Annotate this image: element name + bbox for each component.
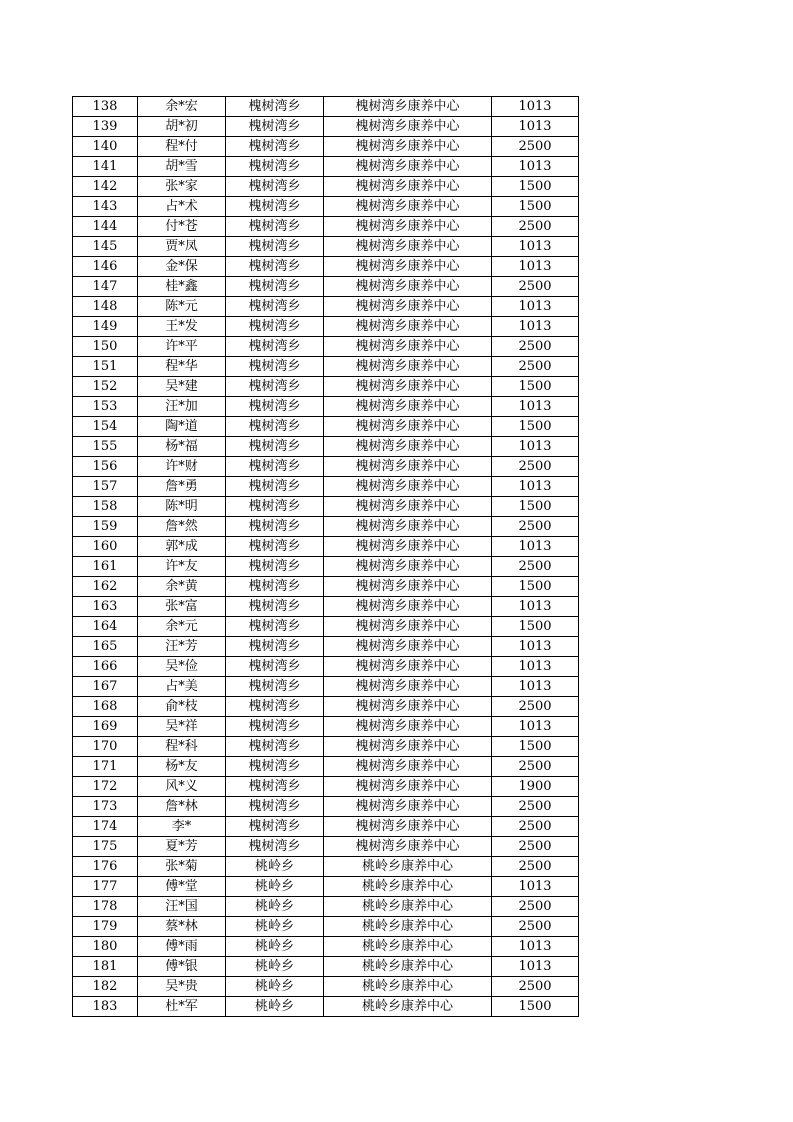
care-center-cell: 槐树湾乡康养中心 [324,657,492,677]
care-center-cell: 槐树湾乡康养中心 [324,317,492,337]
township-cell: 桃岭乡 [226,937,324,957]
amount-cell: 2500 [492,517,579,537]
name-cell: 金*保 [138,257,226,277]
amount-cell: 2500 [492,757,579,777]
amount-cell: 1500 [492,737,579,757]
table-row [73,437,579,457]
name-cell: 夏*芳 [138,837,226,857]
name-cell: 程*付 [138,137,226,157]
name-cell: 占*美 [138,677,226,697]
amount-cell: 1013 [492,717,579,737]
name-cell: 郭*成 [138,537,226,557]
amount-cell: 2500 [492,217,579,237]
township-cell: 槐树湾乡 [226,277,324,297]
table-row [73,557,579,577]
row-number-cell: 138 [73,97,138,117]
township-cell: 槐树湾乡 [226,217,324,237]
data-table [72,96,579,1017]
care-center-cell: 槐树湾乡康养中心 [324,517,492,537]
amount-cell: 1013 [492,477,579,497]
amount-cell: 2500 [492,357,579,377]
amount-cell: 2500 [492,557,579,577]
row-number-cell: 180 [73,937,138,957]
table-row [73,977,579,997]
row-number-cell: 177 [73,877,138,897]
care-center-cell: 槐树湾乡康养中心 [324,557,492,577]
amount-cell: 1013 [492,937,579,957]
care-center-cell: 槐树湾乡康养中心 [324,617,492,637]
name-cell: 余*宏 [138,97,226,117]
table-row [73,797,579,817]
name-cell: 陈*明 [138,497,226,517]
row-number-cell: 174 [73,817,138,837]
table-row [73,677,579,697]
name-cell: 詹*然 [138,517,226,537]
township-cell: 槐树湾乡 [226,757,324,777]
amount-cell: 1013 [492,437,579,457]
care-center-cell: 槐树湾乡康养中心 [324,237,492,257]
row-number-cell: 178 [73,897,138,917]
township-cell: 桃岭乡 [226,977,324,997]
table-row [73,397,579,417]
care-center-cell: 槐树湾乡康养中心 [324,737,492,757]
table-row [73,137,579,157]
table-row [73,617,579,637]
amount-cell: 1013 [492,877,579,897]
care-center-cell: 桃岭乡康养中心 [324,937,492,957]
table-row [73,737,579,757]
care-center-cell: 槐树湾乡康养中心 [324,197,492,217]
amount-cell: 1013 [492,597,579,617]
care-center-cell: 槐树湾乡康养中心 [324,677,492,697]
name-cell: 陶*道 [138,417,226,437]
table-row [73,237,579,257]
township-cell: 槐树湾乡 [226,497,324,517]
row-number-cell: 173 [73,797,138,817]
township-cell: 桃岭乡 [226,857,324,877]
row-number-cell: 162 [73,577,138,597]
township-cell: 槐树湾乡 [226,637,324,657]
care-center-cell: 槐树湾乡康养中心 [324,457,492,477]
table-row [73,197,579,217]
table-row [73,777,579,797]
care-center-cell: 槐树湾乡康养中心 [324,537,492,557]
amount-cell: 1500 [492,197,579,217]
table-row [73,577,579,597]
row-number-cell: 160 [73,537,138,557]
care-center-cell: 槐树湾乡康养中心 [324,397,492,417]
care-center-cell: 槐树湾乡康养中心 [324,97,492,117]
amount-cell: 2500 [492,697,579,717]
township-cell: 槐树湾乡 [226,817,324,837]
name-cell: 俞*枝 [138,697,226,717]
care-center-cell: 槐树湾乡康养中心 [324,477,492,497]
table-row [73,957,579,977]
care-center-cell: 桃岭乡康养中心 [324,897,492,917]
amount-cell: 1013 [492,117,579,137]
table-row [73,377,579,397]
table-row [73,817,579,837]
table-row [73,317,579,337]
name-cell: 吴*祥 [138,717,226,737]
amount-cell: 2500 [492,917,579,937]
row-number-cell: 155 [73,437,138,457]
table-row [73,757,579,777]
township-cell: 槐树湾乡 [226,337,324,357]
township-cell: 槐树湾乡 [226,137,324,157]
name-cell: 张*富 [138,597,226,617]
amount-cell: 2500 [492,797,579,817]
name-cell: 贾*凤 [138,237,226,257]
row-number-cell: 142 [73,177,138,197]
township-cell: 槐树湾乡 [226,377,324,397]
amount-cell: 1013 [492,657,579,677]
care-center-cell: 槐树湾乡康养中心 [324,777,492,797]
name-cell: 王*发 [138,317,226,337]
care-center-cell: 槐树湾乡康养中心 [324,577,492,597]
amount-cell: 1013 [492,157,579,177]
township-cell: 槐树湾乡 [226,657,324,677]
township-cell: 槐树湾乡 [226,577,324,597]
row-number-cell: 148 [73,297,138,317]
care-center-cell: 槐树湾乡康养中心 [324,157,492,177]
row-number-cell: 156 [73,457,138,477]
amount-cell: 1013 [492,957,579,977]
township-cell: 槐树湾乡 [226,177,324,197]
township-cell: 槐树湾乡 [226,477,324,497]
amount-cell: 1500 [492,497,579,517]
care-center-cell: 槐树湾乡康养中心 [324,357,492,377]
care-center-cell: 槐树湾乡康养中心 [324,217,492,237]
table-row [73,277,579,297]
table-row [73,597,579,617]
care-center-cell: 桃岭乡康养中心 [324,917,492,937]
amount-cell: 1500 [492,417,579,437]
name-cell: 吴*俭 [138,657,226,677]
care-center-cell: 槐树湾乡康养中心 [324,497,492,517]
township-cell: 槐树湾乡 [226,397,324,417]
row-number-cell: 146 [73,257,138,277]
name-cell: 傅*堂 [138,877,226,897]
table-row [73,637,579,657]
care-center-cell: 槐树湾乡康养中心 [324,637,492,657]
care-center-cell: 桃岭乡康养中心 [324,857,492,877]
township-cell: 槐树湾乡 [226,417,324,437]
township-cell: 槐树湾乡 [226,617,324,637]
name-cell: 余*元 [138,617,226,637]
table-row [73,297,579,317]
table-row [73,357,579,377]
table-row [73,257,579,277]
amount-cell: 1013 [492,317,579,337]
table-row [73,857,579,877]
amount-cell: 1500 [492,377,579,397]
table-row [73,337,579,357]
care-center-cell: 槐树湾乡康养中心 [324,797,492,817]
amount-cell: 1013 [492,297,579,317]
name-cell: 胡*雪 [138,157,226,177]
row-number-cell: 157 [73,477,138,497]
name-cell: 汪*国 [138,897,226,917]
care-center-cell: 桃岭乡康养中心 [324,877,492,897]
name-cell: 占*术 [138,197,226,217]
township-cell: 槐树湾乡 [226,157,324,177]
row-number-cell: 145 [73,237,138,257]
row-number-cell: 183 [73,997,138,1017]
table-row [73,417,579,437]
name-cell: 杨*福 [138,437,226,457]
table-row [73,177,579,197]
amount-cell: 1500 [492,617,579,637]
name-cell: 杜*军 [138,997,226,1017]
row-number-cell: 165 [73,637,138,657]
row-number-cell: 150 [73,337,138,357]
amount-cell: 2500 [492,277,579,297]
township-cell: 槐树湾乡 [226,777,324,797]
row-number-cell: 172 [73,777,138,797]
row-number-cell: 168 [73,697,138,717]
township-cell: 槐树湾乡 [226,677,324,697]
amount-cell: 1013 [492,237,579,257]
township-cell: 桃岭乡 [226,877,324,897]
amount-cell: 1013 [492,637,579,657]
table-row [73,657,579,677]
care-center-cell: 槐树湾乡康养中心 [324,257,492,277]
row-number-cell: 153 [73,397,138,417]
amount-cell: 1013 [492,97,579,117]
care-center-cell: 桃岭乡康养中心 [324,957,492,977]
amount-cell: 2500 [492,137,579,157]
row-number-cell: 176 [73,857,138,877]
township-cell: 槐树湾乡 [226,297,324,317]
name-cell: 程*华 [138,357,226,377]
township-cell: 槐树湾乡 [226,257,324,277]
amount-cell: 1900 [492,777,579,797]
care-center-cell: 槐树湾乡康养中心 [324,277,492,297]
township-cell: 槐树湾乡 [226,317,324,337]
table-row [73,217,579,237]
name-cell: 詹*林 [138,797,226,817]
township-cell: 槐树湾乡 [226,697,324,717]
row-number-cell: 166 [73,657,138,677]
amount-cell: 2500 [492,457,579,477]
care-center-cell: 槐树湾乡康养中心 [324,117,492,137]
row-number-cell: 154 [73,417,138,437]
name-cell: 詹*勇 [138,477,226,497]
township-cell: 槐树湾乡 [226,837,324,857]
row-number-cell: 152 [73,377,138,397]
township-cell: 槐树湾乡 [226,597,324,617]
row-number-cell: 167 [73,677,138,697]
table-row [73,837,579,857]
care-center-cell: 槐树湾乡康养中心 [324,837,492,857]
name-cell: 许*友 [138,557,226,577]
care-center-cell: 槐树湾乡康养中心 [324,417,492,437]
table-row [73,937,579,957]
care-center-cell: 槐树湾乡康养中心 [324,817,492,837]
table-row [73,997,579,1017]
care-center-cell: 槐树湾乡康养中心 [324,337,492,357]
care-center-cell: 槐树湾乡康养中心 [324,297,492,317]
care-center-cell: 槐树湾乡康养中心 [324,137,492,157]
row-number-cell: 139 [73,117,138,137]
row-number-cell: 158 [73,497,138,517]
table-row [73,897,579,917]
amount-cell: 1500 [492,577,579,597]
table-body [73,97,579,1017]
township-cell: 槐树湾乡 [226,437,324,457]
amount-cell: 1013 [492,257,579,277]
name-cell: 吴*贵 [138,977,226,997]
row-number-cell: 151 [73,357,138,377]
care-center-cell: 槐树湾乡康养中心 [324,177,492,197]
amount-cell: 1013 [492,537,579,557]
name-cell: 杨*友 [138,757,226,777]
care-center-cell: 桃岭乡康养中心 [324,977,492,997]
amount-cell: 2500 [492,817,579,837]
row-number-cell: 140 [73,137,138,157]
name-cell: 风*义 [138,777,226,797]
amount-cell: 1013 [492,677,579,697]
row-number-cell: 182 [73,977,138,997]
table-row [73,877,579,897]
amount-cell: 2500 [492,337,579,357]
table-row [73,497,579,517]
name-cell: 陈*元 [138,297,226,317]
name-cell: 汪*加 [138,397,226,417]
name-cell: 许*财 [138,457,226,477]
row-number-cell: 147 [73,277,138,297]
township-cell: 桃岭乡 [226,917,324,937]
table-row [73,477,579,497]
name-cell: 胡*初 [138,117,226,137]
amount-cell: 2500 [492,897,579,917]
township-cell: 槐树湾乡 [226,457,324,477]
row-number-cell: 141 [73,157,138,177]
care-center-cell: 桃岭乡康养中心 [324,997,492,1017]
row-number-cell: 179 [73,917,138,937]
name-cell: 蔡*林 [138,917,226,937]
row-number-cell: 169 [73,717,138,737]
row-number-cell: 143 [73,197,138,217]
amount-cell: 2500 [492,857,579,877]
name-cell: 汪*芳 [138,637,226,657]
table-row [73,457,579,477]
row-number-cell: 170 [73,737,138,757]
name-cell: 付*苍 [138,217,226,237]
table-row [73,97,579,117]
row-number-cell: 171 [73,757,138,777]
table-row [73,517,579,537]
row-number-cell: 149 [73,317,138,337]
amount-cell: 2500 [492,837,579,857]
care-center-cell: 槐树湾乡康养中心 [324,597,492,617]
amount-cell: 2500 [492,977,579,997]
township-cell: 槐树湾乡 [226,237,324,257]
township-cell: 槐树湾乡 [226,717,324,737]
amount-cell: 1500 [492,177,579,197]
table-row [73,117,579,137]
township-cell: 槐树湾乡 [226,517,324,537]
township-cell: 桃岭乡 [226,897,324,917]
table-row [73,697,579,717]
table-row [73,717,579,737]
row-number-cell: 163 [73,597,138,617]
township-cell: 桃岭乡 [226,997,324,1017]
row-number-cell: 161 [73,557,138,577]
care-center-cell: 槐树湾乡康养中心 [324,717,492,737]
amount-cell: 1013 [492,397,579,417]
name-cell: 傅*银 [138,957,226,977]
care-center-cell: 槐树湾乡康养中心 [324,757,492,777]
township-cell: 桃岭乡 [226,957,324,977]
row-number-cell: 164 [73,617,138,637]
township-cell: 槐树湾乡 [226,557,324,577]
amount-cell: 1500 [492,997,579,1017]
township-cell: 槐树湾乡 [226,97,324,117]
row-number-cell: 175 [73,837,138,857]
care-center-cell: 槐树湾乡康养中心 [324,437,492,457]
township-cell: 槐树湾乡 [226,537,324,557]
table-row [73,917,579,937]
row-number-cell: 181 [73,957,138,977]
care-center-cell: 槐树湾乡康养中心 [324,377,492,397]
row-number-cell: 144 [73,217,138,237]
township-cell: 槐树湾乡 [226,197,324,217]
name-cell: 余*黄 [138,577,226,597]
table-row [73,157,579,177]
table-row [73,537,579,557]
name-cell: 程*科 [138,737,226,757]
name-cell: 张*家 [138,177,226,197]
name-cell: 许*平 [138,337,226,357]
care-center-cell: 槐树湾乡康养中心 [324,697,492,717]
name-cell: 李* [138,817,226,837]
township-cell: 槐树湾乡 [226,117,324,137]
row-number-cell: 159 [73,517,138,537]
township-cell: 槐树湾乡 [226,357,324,377]
name-cell: 桂*鑫 [138,277,226,297]
name-cell: 傅*雨 [138,937,226,957]
township-cell: 槐树湾乡 [226,797,324,817]
name-cell: 吴*建 [138,377,226,397]
name-cell: 张*菊 [138,857,226,877]
township-cell: 槐树湾乡 [226,737,324,757]
